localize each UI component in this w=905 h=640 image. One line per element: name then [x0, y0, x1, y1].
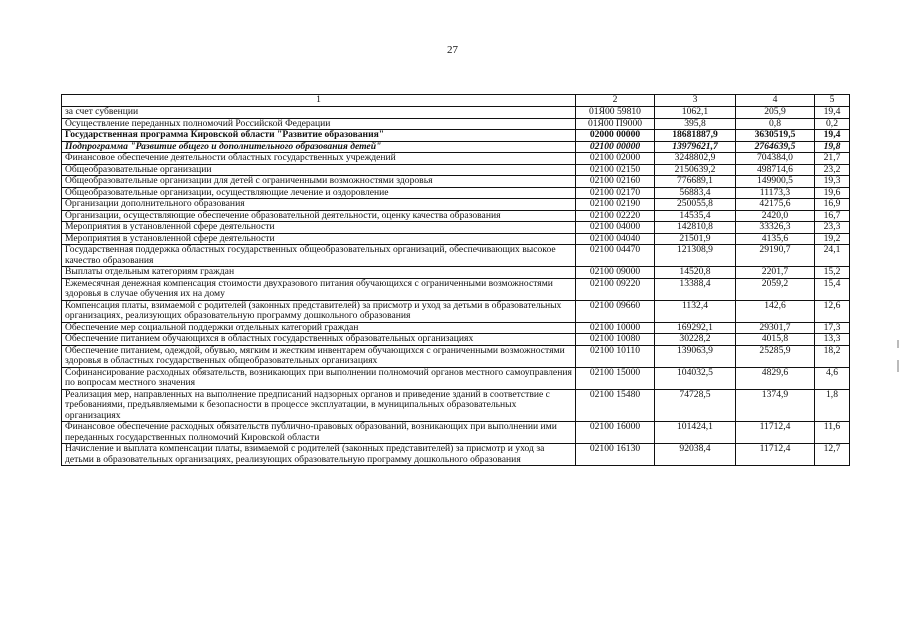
row-percent-cell: 11,6 — [815, 422, 850, 444]
row-name-cell: Государственная программа Кировской области "Развитие образования" — [62, 130, 576, 142]
column-header: 5 — [815, 95, 850, 107]
row-plan-cell: 56883,4 — [655, 187, 736, 199]
table-row — [62, 107, 850, 119]
row-fact-cell: 42175,6 — [736, 199, 815, 211]
row-code-cell: 01Я00 П9000 — [576, 118, 655, 130]
row-code-cell: 02100 04470 — [576, 245, 655, 267]
row-plan-cell: 1062,1 — [655, 107, 736, 119]
row-plan-cell: 1132,4 — [655, 300, 736, 322]
budget-table — [61, 94, 850, 466]
table-row — [62, 233, 850, 245]
row-fact-cell: 4829,6 — [736, 367, 815, 389]
row-fact-cell: 11712,4 — [736, 444, 815, 466]
row-code-cell: 02100 15480 — [576, 389, 655, 422]
scan-artifact — [897, 360, 899, 372]
row-code-cell: 02100 09220 — [576, 278, 655, 300]
row-plan-cell: 18681887,9 — [655, 130, 736, 142]
row-fact-cell: 1374,9 — [736, 389, 815, 422]
row-percent-cell: 16,7 — [815, 210, 850, 222]
row-name-cell: за счет субвенции — [62, 107, 576, 119]
row-percent-cell: 12,6 — [815, 300, 850, 322]
row-code-cell: 02100 04000 — [576, 222, 655, 234]
row-percent-cell: 24,1 — [815, 245, 850, 267]
row-fact-cell: 33326,3 — [736, 222, 815, 234]
table-header-row — [62, 95, 850, 107]
table-row — [62, 245, 850, 267]
row-percent-cell: 13,3 — [815, 334, 850, 346]
row-plan-cell: 250055,8 — [655, 199, 736, 211]
row-percent-cell: 19,2 — [815, 233, 850, 245]
row-percent-cell: 23,2 — [815, 164, 850, 176]
row-code-cell: 02100 09000 — [576, 267, 655, 279]
row-percent-cell: 19,8 — [815, 141, 850, 153]
row-plan-cell: 139063,9 — [655, 345, 736, 367]
row-name-cell: Общеобразовательные организации — [62, 164, 576, 176]
row-name-cell: Общеобразовательные организации для детей с ограниченными возможностями здоровья — [62, 176, 576, 188]
column-header: 1 — [62, 95, 576, 107]
row-plan-cell: 776689,1 — [655, 176, 736, 188]
row-fact-cell: 205,9 — [736, 107, 815, 119]
row-fact-cell: 25285,9 — [736, 345, 815, 367]
row-fact-cell: 142,6 — [736, 300, 815, 322]
table-row — [62, 422, 850, 444]
row-percent-cell: 18,2 — [815, 345, 850, 367]
row-percent-cell: 0,2 — [815, 118, 850, 130]
row-name-cell: Мероприятия в установленной сфере деятельности — [62, 233, 576, 245]
row-code-cell: 02000 00000 — [576, 130, 655, 142]
row-plan-cell: 14535,4 — [655, 210, 736, 222]
row-code-cell: 02100 02150 — [576, 164, 655, 176]
row-name-cell: Компенсация платы, взимаемой с родителей (законных представителей) за присмотр и уход за детьми в образовательных организациях, реализующих образовательную программу дошкольного образования — [62, 300, 576, 322]
table-row — [62, 118, 850, 130]
row-plan-cell: 101424,1 — [655, 422, 736, 444]
row-code-cell: 02100 10080 — [576, 334, 655, 346]
row-code-cell: 02100 04040 — [576, 233, 655, 245]
row-plan-cell: 92038,4 — [655, 444, 736, 466]
table-row — [62, 444, 850, 466]
row-percent-cell: 21,7 — [815, 153, 850, 165]
row-plan-cell: 13979621,7 — [655, 141, 736, 153]
row-name-cell: Реализация мер, направленных на выполнение предписаний надзорных органов и приведение зданий в соответствие с требованиями, предъявляемыми к безопасности в процессе эксплуатации, в муниципальных образовательных организациях — [62, 389, 576, 422]
row-fact-cell: 11712,4 — [736, 422, 815, 444]
row-code-cell: 02100 09660 — [576, 300, 655, 322]
row-plan-cell: 121308,9 — [655, 245, 736, 267]
row-percent-cell: 15,4 — [815, 278, 850, 300]
row-name-cell: Государственная поддержка областных государственных общеобразовательных организаций, обеспечивающих высокое качество образования — [62, 245, 576, 267]
table-row — [62, 210, 850, 222]
row-fact-cell: 704384,0 — [736, 153, 815, 165]
row-fact-cell: 29190,7 — [736, 245, 815, 267]
row-plan-cell: 395,8 — [655, 118, 736, 130]
row-percent-cell: 15,2 — [815, 267, 850, 279]
row-name-cell: Общеобразовательные организации, осуществляющие лечение и оздоровление — [62, 187, 576, 199]
row-percent-cell: 19,3 — [815, 176, 850, 188]
row-name-cell: Ежемесячная денежная компенсация стоимости двухразового питания обучающихся с ограниченными возможностями здоровья в случае обучения их на дому — [62, 278, 576, 300]
table-row — [62, 334, 850, 346]
row-percent-cell: 12,7 — [815, 444, 850, 466]
row-fact-cell: 149900,5 — [736, 176, 815, 188]
table-row — [62, 389, 850, 422]
row-plan-cell: 142810,8 — [655, 222, 736, 234]
row-name-cell: Организации, осуществляющие обеспечение образовательной деятельности, оценку качества образования — [62, 210, 576, 222]
row-percent-cell: 17,3 — [815, 322, 850, 334]
table-row — [62, 130, 850, 142]
row-fact-cell: 0,8 — [736, 118, 815, 130]
row-name-cell: Осуществление переданных полномочий Российской Федерации — [62, 118, 576, 130]
row-plan-cell: 169292,1 — [655, 322, 736, 334]
column-header: 2 — [576, 95, 655, 107]
row-name-cell: Мероприятия в установленной сфере деятельности — [62, 222, 576, 234]
row-fact-cell: 2764639,5 — [736, 141, 815, 153]
row-fact-cell: 11173,3 — [736, 187, 815, 199]
row-name-cell: Выплаты отдельным категориям граждан — [62, 267, 576, 279]
row-code-cell: 02100 16130 — [576, 444, 655, 466]
row-fact-cell: 498714,6 — [736, 164, 815, 176]
row-percent-cell: 23,3 — [815, 222, 850, 234]
row-name-cell: Подпрограмма "Развитие общего и дополнительного образования детей" — [62, 141, 576, 153]
row-percent-cell: 16,9 — [815, 199, 850, 211]
column-header: 4 — [736, 95, 815, 107]
table-row — [62, 367, 850, 389]
scan-artifact — [897, 340, 899, 348]
row-code-cell: 02100 02170 — [576, 187, 655, 199]
row-plan-cell: 30228,2 — [655, 334, 736, 346]
table-row — [62, 300, 850, 322]
row-fact-cell: 2059,2 — [736, 278, 815, 300]
row-fact-cell: 4015,8 — [736, 334, 815, 346]
row-percent-cell: 1,8 — [815, 389, 850, 422]
row-code-cell: 02100 15000 — [576, 367, 655, 389]
table-row — [62, 176, 850, 188]
page-number: 27 — [447, 44, 458, 56]
row-plan-cell: 14520,8 — [655, 267, 736, 279]
row-name-cell: Обеспечение мер социальной поддержки отдельных категорий граждан — [62, 322, 576, 334]
row-fact-cell: 3630519,5 — [736, 130, 815, 142]
table-row — [62, 141, 850, 153]
row-code-cell: 01Я00 59810 — [576, 107, 655, 119]
row-fact-cell: 2420,0 — [736, 210, 815, 222]
row-name-cell: Организации дополнительного образования — [62, 199, 576, 211]
row-code-cell: 02100 10000 — [576, 322, 655, 334]
table-row — [62, 153, 850, 165]
table-row — [62, 187, 850, 199]
row-plan-cell: 104032,5 — [655, 367, 736, 389]
row-code-cell: 02100 02190 — [576, 199, 655, 211]
row-fact-cell: 2201,7 — [736, 267, 815, 279]
row-code-cell: 02100 02160 — [576, 176, 655, 188]
row-percent-cell: 19,4 — [815, 130, 850, 142]
row-code-cell: 02100 02220 — [576, 210, 655, 222]
column-header: 3 — [655, 95, 736, 107]
table-row — [62, 164, 850, 176]
row-code-cell: 02100 00000 — [576, 141, 655, 153]
row-percent-cell: 19,6 — [815, 187, 850, 199]
row-plan-cell: 2150639,2 — [655, 164, 736, 176]
row-fact-cell: 29301,7 — [736, 322, 815, 334]
row-plan-cell: 21501,9 — [655, 233, 736, 245]
row-name-cell: Финансовое обеспечение расходных обязательств публично-правовых образований, возникающих при выполнении ими переданных государственных полномочий Кировской области — [62, 422, 576, 444]
row-plan-cell: 13388,4 — [655, 278, 736, 300]
table-row — [62, 322, 850, 334]
row-plan-cell: 74728,5 — [655, 389, 736, 422]
table-row — [62, 199, 850, 211]
row-percent-cell: 4,6 — [815, 367, 850, 389]
table-row — [62, 267, 850, 279]
row-plan-cell: 3248802,9 — [655, 153, 736, 165]
table-row — [62, 222, 850, 234]
row-percent-cell: 19,4 — [815, 107, 850, 119]
table-row — [62, 278, 850, 300]
row-name-cell: Обеспечение питанием, одеждой, обувью, мягким и жестким инвентарем обучающихся с ограниченными возможностями здоровья в областных государственных общеобразовательных организациях — [62, 345, 576, 367]
row-name-cell: Финансовое обеспечение деятельности областных государственных учреждений — [62, 153, 576, 165]
row-code-cell: 02100 16000 — [576, 422, 655, 444]
table-row — [62, 345, 850, 367]
row-name-cell: Начисление и выплата компенсации платы, взимаемой с родителей (законных представителей) за присмотр и уход за детьми в образовательных организациях, реализующих образовательную программу дошкольного образования — [62, 444, 576, 466]
row-name-cell: Обеспечение питанием обучающихся в областных государственных образовательных организациях — [62, 334, 576, 346]
row-name-cell: Софинансирование расходных обязательств, возникающих при выполнении полномочий органов местного самоуправления по вопросам местного значения — [62, 367, 576, 389]
row-code-cell: 02100 02000 — [576, 153, 655, 165]
row-code-cell: 02100 10110 — [576, 345, 655, 367]
row-fact-cell: 4135,6 — [736, 233, 815, 245]
